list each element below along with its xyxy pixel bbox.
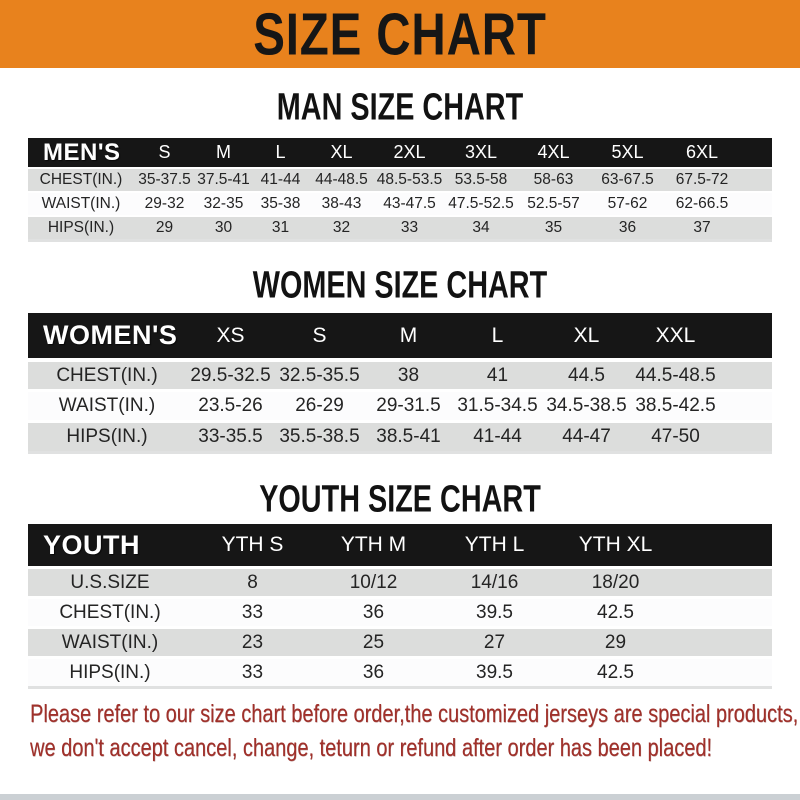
header-spacer-cell	[739, 138, 772, 167]
row-label-cell: U.S.SIZE	[28, 566, 192, 596]
table-row	[28, 656, 772, 686]
column-header: XXL	[631, 313, 720, 358]
table-cell: 30	[195, 215, 252, 239]
women-table-title-cell: WOMEN'S	[28, 313, 186, 358]
table-cell: 58-63	[517, 167, 590, 191]
youth-size-chart-section	[0, 476, 800, 689]
table-cell: 41-44	[252, 167, 309, 191]
youth-size-table	[28, 524, 772, 689]
table-cell: 23	[192, 626, 313, 656]
table-row	[28, 167, 772, 191]
table-cell: 29-32	[134, 191, 195, 215]
row-label-cell: CHEST(IN.)	[28, 358, 186, 389]
table-row	[28, 596, 772, 626]
table-cell: 29	[555, 626, 676, 656]
row-spacer-cell	[739, 191, 772, 215]
table-cell: 33	[192, 656, 313, 686]
table-cell: 42.5	[555, 596, 676, 626]
table-cell: 41-44	[453, 420, 542, 451]
table-cell: 37.5-41	[195, 167, 252, 191]
table-cell: 35-38	[252, 191, 309, 215]
table-cell: 44.5	[542, 358, 631, 389]
header-spacer-cell	[676, 524, 772, 566]
table-cell: 32	[309, 215, 374, 239]
table-cell: 39.5	[434, 596, 555, 626]
column-header: 3XL	[445, 138, 517, 167]
table-row	[28, 566, 772, 596]
header-spacer-cell	[720, 313, 772, 358]
table-cell: 44-47	[542, 420, 631, 451]
youth-section-title: YOUTH SIZE CHART	[259, 476, 541, 520]
row-label-cell: WAIST(IN.)	[28, 389, 186, 420]
table-cell: 25	[313, 626, 434, 656]
youth-header-row	[28, 524, 772, 566]
table-cell: 35	[517, 215, 590, 239]
table-cell: 53.5-58	[445, 167, 517, 191]
table-cell: 27	[434, 626, 555, 656]
table-cell: 33-35.5	[186, 420, 275, 451]
table-cell: 29-31.5	[364, 389, 453, 420]
row-label-cell: HIPS(IN.)	[28, 215, 134, 239]
row-spacer-cell	[739, 215, 772, 239]
men-table-title-cell: MEN'S	[28, 138, 134, 167]
table-cell: 18/20	[555, 566, 676, 596]
table-cell: 38.5-42.5	[631, 389, 720, 420]
table-cell: 36	[590, 215, 665, 239]
row-spacer-cell	[739, 167, 772, 191]
table-cell: 62-66.5	[665, 191, 739, 215]
column-header: S	[134, 138, 195, 167]
row-label-cell: WAIST(IN.)	[28, 191, 134, 215]
youth-table-title-cell: YOUTH	[28, 524, 192, 566]
table-cell: 57-62	[590, 191, 665, 215]
disclaimer	[0, 697, 800, 765]
table-cell: 39.5	[434, 656, 555, 686]
column-header: YTH XL	[555, 524, 676, 566]
column-header: XS	[186, 313, 275, 358]
column-header: S	[275, 313, 364, 358]
column-header: L	[453, 313, 542, 358]
column-header: YTH L	[434, 524, 555, 566]
table-cell: 38	[364, 358, 453, 389]
bottom-edge-strip	[0, 794, 800, 800]
table-cell: 37	[665, 215, 739, 239]
men-size-table	[28, 138, 772, 242]
disclaimer-line-2: we don't accept cancel, change, teturn or refund after order has been placed!	[30, 734, 713, 762]
table-cell: 31.5-34.5	[453, 389, 542, 420]
man-size-chart-section	[0, 84, 800, 242]
men-header-row	[28, 138, 772, 167]
row-spacer-cell	[720, 420, 772, 451]
column-header: 4XL	[517, 138, 590, 167]
banner-title: SIZE CHART	[253, 0, 547, 68]
row-spacer-cell	[676, 566, 772, 596]
column-header: XL	[542, 313, 631, 358]
size-chart-banner	[0, 0, 800, 68]
table-row	[28, 191, 772, 215]
table-cell: 26-29	[275, 389, 364, 420]
column-header: YTH S	[192, 524, 313, 566]
table-cell: 14/16	[434, 566, 555, 596]
table-row	[28, 420, 772, 451]
table-cell: 33	[374, 215, 445, 239]
column-header: 6XL	[665, 138, 739, 167]
table-cell: 34	[445, 215, 517, 239]
row-label-cell: HIPS(IN.)	[28, 420, 186, 451]
row-spacer-cell	[720, 358, 772, 389]
table-cell: 29.5-32.5	[186, 358, 275, 389]
column-header: YTH M	[313, 524, 434, 566]
column-header: 2XL	[374, 138, 445, 167]
table-cell: 23.5-26	[186, 389, 275, 420]
table-cell: 35.5-38.5	[275, 420, 364, 451]
women-section-title: WOMEN SIZE CHART	[252, 262, 548, 306]
table-cell: 67.5-72	[665, 167, 739, 191]
column-header: L	[252, 138, 309, 167]
table-cell: 10/12	[313, 566, 434, 596]
row-spacer-cell	[720, 389, 772, 420]
table-cell: 36	[313, 656, 434, 686]
column-header: M	[364, 313, 453, 358]
women-size-chart-section	[0, 262, 800, 454]
table-cell: 52.5-57	[517, 191, 590, 215]
disclaimer-line-1: Please refer to our size chart before order,the customized jerseys are special products,	[30, 700, 799, 728]
row-spacer-cell	[676, 656, 772, 686]
table-cell: 44.5-48.5	[631, 358, 720, 389]
row-label-cell: HIPS(IN.)	[28, 656, 192, 686]
table-row	[28, 389, 772, 420]
table-cell: 33	[192, 596, 313, 626]
table-cell: 35-37.5	[134, 167, 195, 191]
row-label-cell: CHEST(IN.)	[28, 596, 192, 626]
table-row	[28, 626, 772, 656]
row-spacer-cell	[676, 626, 772, 656]
table-row	[28, 358, 772, 389]
table-cell: 44-48.5	[309, 167, 374, 191]
women-header-row	[28, 313, 772, 358]
women-size-table	[28, 313, 772, 454]
table-cell: 38-43	[309, 191, 374, 215]
column-header: 5XL	[590, 138, 665, 167]
table-cell: 29	[134, 215, 195, 239]
row-label-cell: WAIST(IN.)	[28, 626, 192, 656]
row-label-cell: CHEST(IN.)	[28, 167, 134, 191]
table-cell: 42.5	[555, 656, 676, 686]
table-cell: 47.5-52.5	[445, 191, 517, 215]
table-cell: 34.5-38.5	[542, 389, 631, 420]
men-section-title: MAN SIZE CHART	[276, 84, 524, 128]
table-cell: 43-47.5	[374, 191, 445, 215]
table-cell: 48.5-53.5	[374, 167, 445, 191]
table-cell: 36	[313, 596, 434, 626]
row-spacer-cell	[676, 596, 772, 626]
table-cell: 32.5-35.5	[275, 358, 364, 389]
table-cell: 63-67.5	[590, 167, 665, 191]
column-header: M	[195, 138, 252, 167]
table-cell: 41	[453, 358, 542, 389]
table-cell: 31	[252, 215, 309, 239]
table-cell: 8	[192, 566, 313, 596]
table-cell: 38.5-41	[364, 420, 453, 451]
table-cell: 47-50	[631, 420, 720, 451]
column-header: XL	[309, 138, 374, 167]
table-row	[28, 215, 772, 239]
table-cell: 32-35	[195, 191, 252, 215]
